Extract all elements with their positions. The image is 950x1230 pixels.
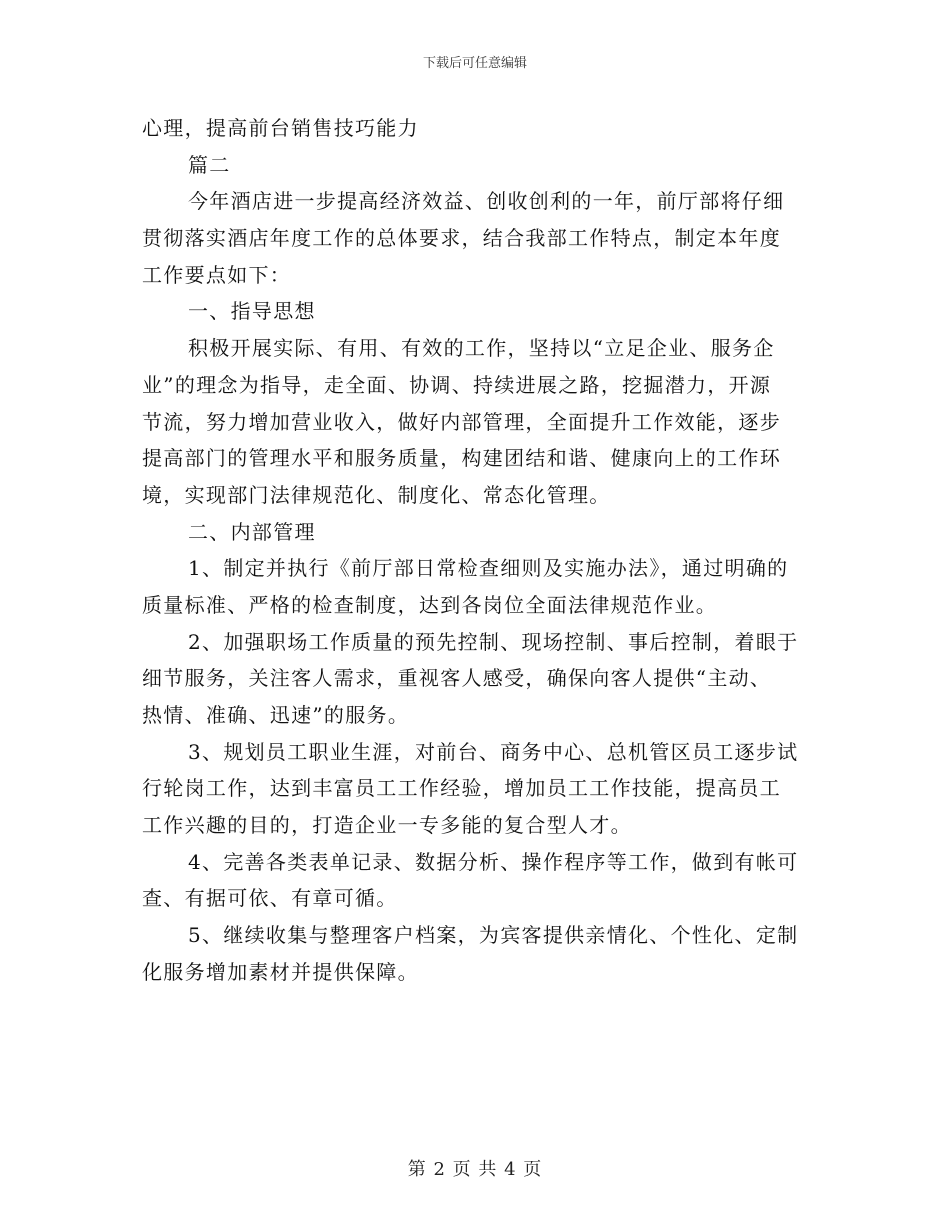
text-line: 1、制定并执行《前厅部日常检查细则及实施办法》，通过明确的 xyxy=(188,556,789,581)
text-line: 今年酒店进一步提高经济效益、创收创利的一年，前厅部将仔细 xyxy=(188,189,785,214)
document-body xyxy=(142,110,810,991)
text-line: 心理，提高前台销售技巧能力 xyxy=(142,116,419,140)
text-line: 业”的理念为指导，走全面、协调、持续进展之路，挖掘潜力，开源 xyxy=(142,372,772,397)
text-line: 积极开展实际、有用、有效的工作，坚持以“立足企业、服务企 xyxy=(188,336,775,361)
text-line: 质量标准、严格的检查制度，达到各岗位全面法律规范作业。 xyxy=(142,592,718,617)
text-line: 热情、准确、迅速”的服务。 xyxy=(142,703,410,727)
text-line: 工作兴趣的目的，打造企业一专多能的复合型人才。 xyxy=(142,813,632,838)
text-line: 提高部门的管理水平和服务质量，构建团结和谐、健康向上的工作环 xyxy=(142,446,781,471)
text-line: 4、完善各类表单记录、数据分析、操作程序等工作，做到有帐可 xyxy=(188,849,799,874)
text-line: 篇二 xyxy=(188,152,231,177)
text-line: 行轮岗工作，达到丰富员工工作经验，增加员工工作技能，提高员工 xyxy=(142,776,781,801)
text-line: 境，实现部门法律规范化、制度化、常态化管理。 xyxy=(142,482,611,507)
text-line: 3、规划员工职业生涯，对前台、商务中心、总机管区员工逐步试 xyxy=(188,739,799,764)
text-line: 查、有据可依、有章可循。 xyxy=(142,886,398,911)
text-line: 工作要点如下： xyxy=(142,262,292,287)
text-line: 5、继续收集与整理客户档案，为宾客提供亲情化、个性化、定制 xyxy=(188,923,799,948)
page-footer: 第 2 页 共 4 页 xyxy=(407,1159,543,1180)
text-line: 细节服务，关注客人需求，重视客人感受，确保向客人提供“主动、 xyxy=(142,666,772,691)
text-line: 贯彻落实酒店年度工作的总体要求，结合我部工作特点，制定本年度 xyxy=(142,226,781,251)
text-line: 节流，努力增加营业收入，做好内部管理，全面提升工作效能，逐步 xyxy=(142,409,781,434)
text-line: 二、内部管理 xyxy=(188,519,316,544)
text-line: 化服务增加素材并提供保障。 xyxy=(142,959,419,984)
text-line: 2、加强职场工作质量的预先控制、现场控制、事后控制，着眼于 xyxy=(188,629,799,654)
page-header: 下载后可任意编辑 xyxy=(422,56,527,71)
text-line: 一、指导思想 xyxy=(188,299,316,324)
